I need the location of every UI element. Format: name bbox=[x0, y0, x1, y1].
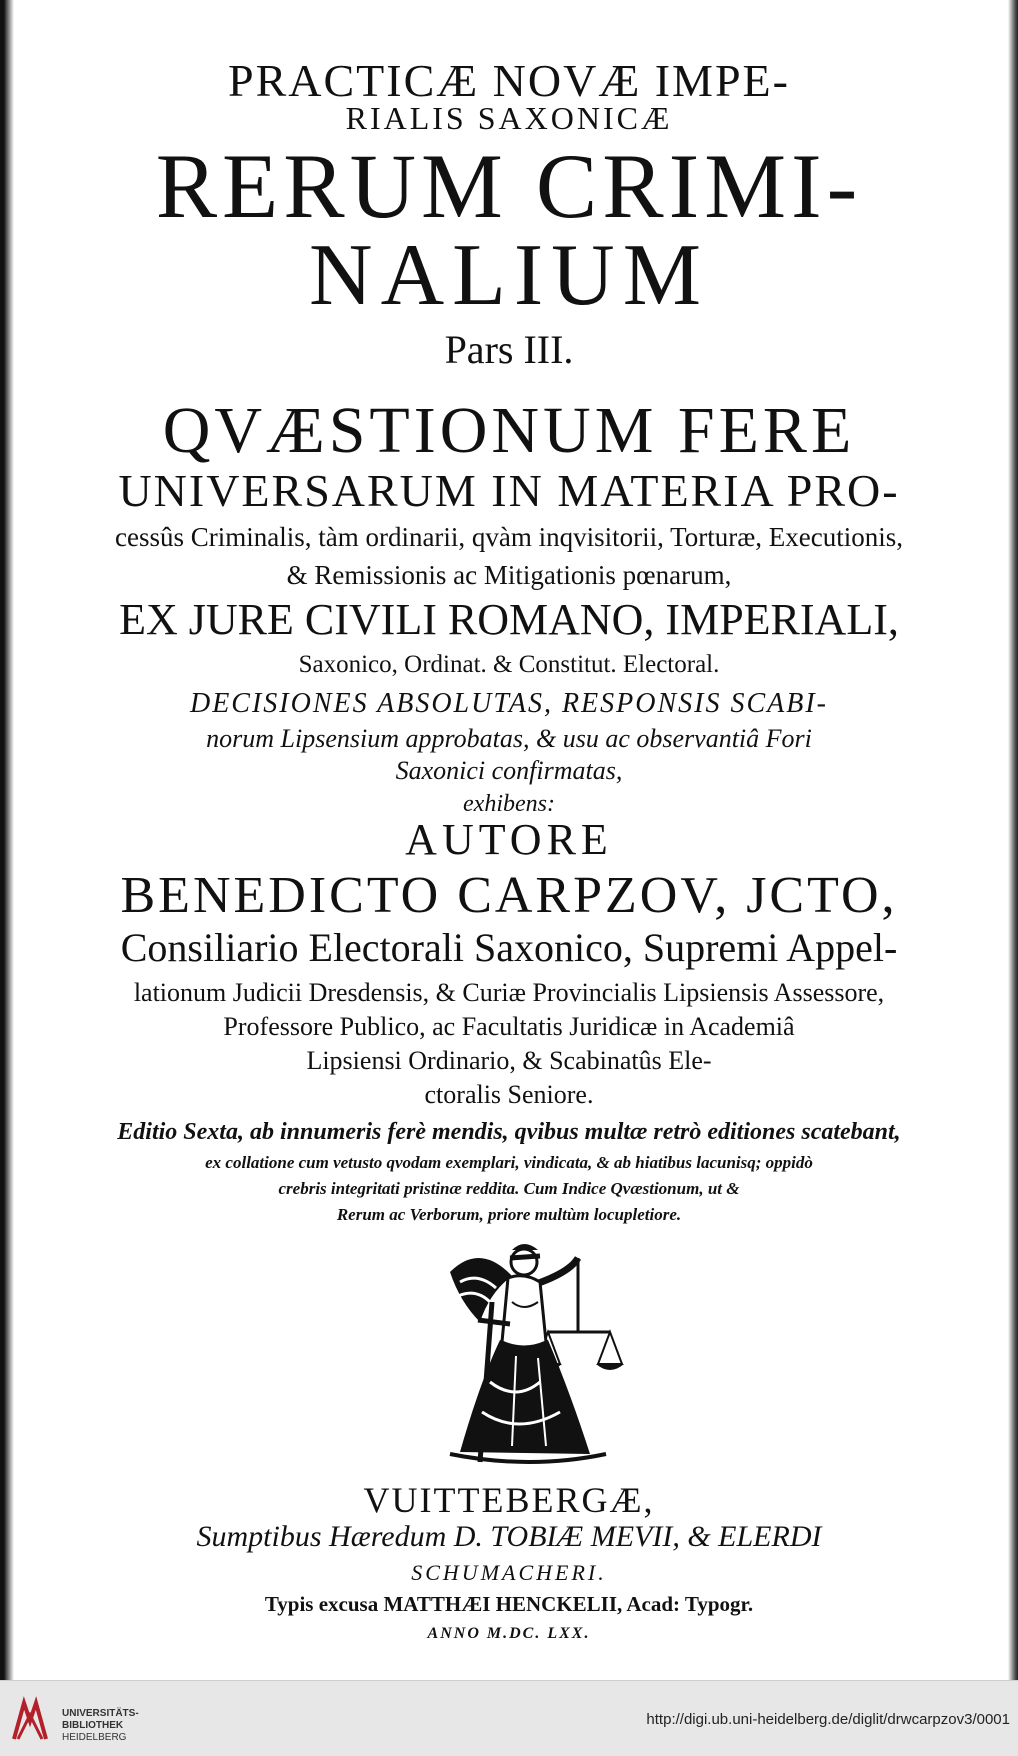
imprint-printer: Typis excusa MATTHÆI HENCKELII, Acad: Typogr. bbox=[264, 1592, 754, 1616]
imprint-publisher-line-2: SCHUMACHERI. bbox=[411, 1560, 607, 1585]
author-title-line-3: Professore Publico, ac Facultatis Juridicæ in Academiâ bbox=[223, 1012, 795, 1041]
subtitle-line-5: EX JURE CIVILI ROMANO, IMPERIALI, bbox=[119, 595, 899, 644]
part-number: Pars III. bbox=[444, 327, 574, 372]
author-title-line-4: Lipsiensi Ordinario, & Scabinatûs Ele- bbox=[306, 1046, 712, 1075]
logo-line-3: HEIDELBERG bbox=[62, 1732, 127, 1743]
subtitle-line-1: QVÆSTIONUM FERE bbox=[162, 394, 856, 467]
imprint-publisher-line-1: Sumptibus Hæredum D. TOBIÆ MEVII, & ELERDI bbox=[196, 1520, 822, 1553]
subtitle-line-2: UNIVERSARUM IN MATERIA PRO- bbox=[118, 465, 900, 516]
logo-line-1: UNIVERSITÄTS- bbox=[62, 1708, 139, 1719]
edition-line-4: Rerum ac Verborum, priore multùm locupletiore. bbox=[336, 1205, 682, 1224]
edition-line-2: ex collatione cum vetusto qvodam exemplari, vindicata, & ab hiatibus lacunisq; oppidò bbox=[205, 1153, 813, 1172]
subtitle-line-4: & Remissionis ac Mitigationis pœnarum, bbox=[286, 560, 732, 590]
imprint-year: ANNO M.DC. LXX. bbox=[427, 1625, 591, 1642]
viewer-footer bbox=[0, 1680, 1018, 1756]
subtitle-line-10: exhibens: bbox=[463, 791, 555, 817]
main-title-line-1: RERUM CRIMI- bbox=[155, 135, 863, 237]
subtitle-line-3: cessûs Criminalis, tàm ordinarii, qvàm inqvisitorii, Torturæ, Executionis, bbox=[114, 522, 904, 552]
edition-line-1: Editio Sexta, ab innumeris ferè mendis, qvibus multæ retrò editiones scatebant, bbox=[117, 1119, 901, 1145]
edition-line-3: crebris integritati pristinæ reddita. Cum Indice Qvæstionum, ut & bbox=[278, 1179, 740, 1198]
author-title-line-5: ctoralis Seniore. bbox=[424, 1080, 594, 1109]
author-title-line-2: lationum Judicii Dresdensis, & Curiæ Provincialis Lipsiensis Assessore, bbox=[133, 978, 885, 1007]
author-name: BENEDICTO CARPZOV, JCTO, bbox=[120, 867, 898, 924]
library-logo-icon bbox=[10, 1695, 50, 1743]
justitia-figure-icon bbox=[420, 1232, 640, 1472]
subtitle-line-8: norum Lipsensium approbatas, & usu ac observantiâ Fori bbox=[206, 724, 812, 753]
title-line-2: RIALIS SAXONICÆ bbox=[345, 100, 673, 136]
title-line-1: PRACTICÆ NOVÆ IMPE- bbox=[228, 55, 790, 106]
library-logo-text bbox=[62, 1708, 139, 1744]
subtitle-line-7: DECISIONES ABSOLUTAS, RESPONSIS SCABI- bbox=[189, 688, 829, 719]
imprint-city: VUITTEBERGÆ, bbox=[363, 1480, 655, 1520]
permalink-url[interactable]: http://digi.ub.uni-heidelberg.de/diglit/drwcarpzov3/0001 bbox=[646, 1711, 1010, 1728]
author-title-line-1: Consiliario Electorali Saxonico, Supremi Appel- bbox=[120, 925, 898, 970]
author-label: AUTORE bbox=[405, 815, 613, 864]
logo-line-2: BIBLIOTHEK bbox=[62, 1720, 124, 1731]
subtitle-line-9: Saxonici confirmatas, bbox=[395, 756, 623, 785]
library-logo[interactable] bbox=[10, 1695, 160, 1743]
subtitle-line-6: Saxonico, Ordinat. & Constitut. Electoral. bbox=[298, 651, 720, 678]
main-title-line-2: NALIUM bbox=[309, 227, 709, 324]
